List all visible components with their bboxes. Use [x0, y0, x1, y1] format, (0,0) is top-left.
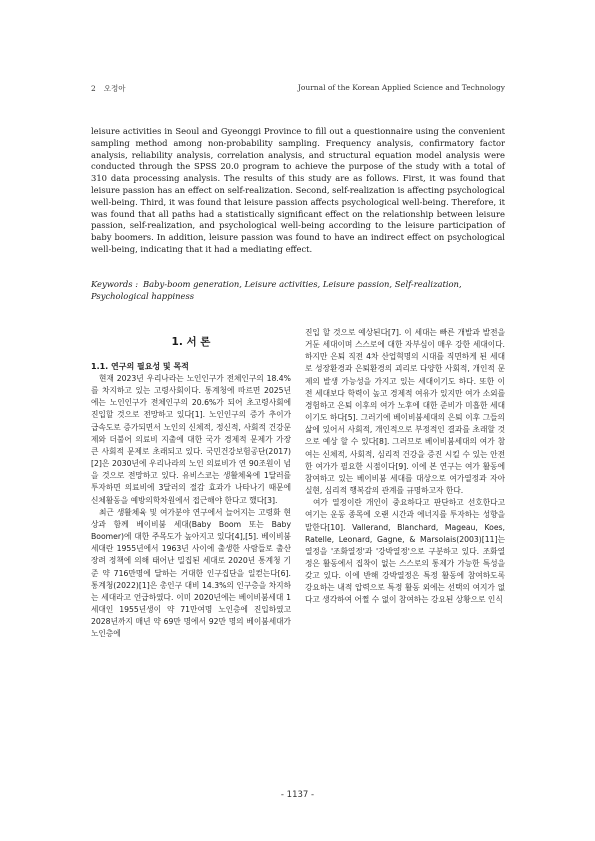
subsection-title: 1.1. 연구의 필요성 및 목적 — [91, 362, 189, 371]
header-page-number: 2 — [91, 84, 96, 93]
keywords-text: Baby-boom generation, Leisure activities, Leisure passion, Self-realization, Psychological happiness — [91, 279, 462, 301]
left-column — [91, 373, 291, 729]
keywords-label: Keywords : — [91, 279, 139, 289]
keywords — [91, 279, 505, 303]
body-paragraph: 최근 생활체육 및 여가분야 연구에서 늘어지는 고령화 현상과 함께 베이비붐 세대(Baby Boom 또는 Baby Boomer)에 대한 주목도가 높아지고 있다[4],[5]. 베이비붐세대란 1955년에서 1963년 사이에 출생한 사람들로 출산 장려 정책에 의해 태어난 밀집된 세대로 2020년 통계청 기준 약 716만명에 달하는 거대한 인구집단을 일컫는다[6]. 통계청(2022)[1]은 총인구 대비 14.3%의 인구층을 차지하는 세대라고 언급하였다. 이미 2020년에는 베이비붐세대 1세대인 1955년생이 약 71만여명 노인층에 진입하였고 2028년까지 매년 약 69만 명에서 92만 명의 베이붐세대가 노인층에 — [91, 507, 291, 639]
running-header — [91, 83, 505, 95]
header-author: 오정아 — [103, 84, 126, 93]
body-paragraph: 여가 열정이란 개인이 중요하다고 판단하고 선호한다고 여기는 운동 종목에 오랜 시간과 에너지를 투자하는 성향을 말한다[10]. Vallerand, Blanchard, Mageau, Koes, Ratelle, Leonard, Gagne, & Marsolais(2003)[11]는 열정을 '조화열정'과 '강박열정'으로 구분하고 있다. 조화열정은 활동에서 집착이 없는 스스로의 통제가 가능한 특성을 갖고 있다. 이에 반해 강박열정은 특정 활동에 참여하도록 강요하는 내적 압력으로 특정 활동 외에는 선택의 여지가 없다고 생각하여 어쩔 수 없이 참여하는 강요된 상황으로 인식 — [305, 498, 505, 605]
header-left — [91, 83, 126, 94]
section-title: 1. 서 론 — [171, 336, 211, 348]
right-column — [305, 327, 505, 730]
page-number: - 1137 - — [280, 790, 315, 800]
body-paragraph: 진입 할 것으로 예상된다[7]. 이 세대는 빠른 개발과 발전을 거둔 세대이며 스스로에 대한 자부심이 매우 강한 세대이다. 하지만 은퇴 직전 4차 산업혁명의 시대를 직면하게 된 세대로 성장환경과 은퇴환경의 괴리로 다양한 사회적, 개인적 문제의 발생 가능성을 가지고 있는 세대이기도 하다. 또한 이전 세대보다 학력이 높고 경제적 여유가 있지만 여가 소외를 경험하고 은퇴 이후의 여가 노후에 대한 준비가 미흡한 세대이기도 하다[5]. 그러기에 베이비붐세대의 은퇴 이후 그들의 삶에 있어서 사회적, 개인적으로 부정적인 결과를 초래할 것으로 예상 할 수 있다[8]. 그러므로 베이비붐세대의 여가 참여는 신체적, 사회적, 심리적 건강을 증진 시킬 수 있는 안전한 여가가 필요한 시점이다[9]. 이에 본 연구는 여가 활동에 참여하고 있는 베이비붐 세대를 대상으로 여가열정과 자아실현, 심리적 행복감의 관계를 규명하고자 한다. — [305, 328, 505, 496]
abstract-text: leisure activities in Seoul and Gyeonggi Province to fill out a questionnaire using the convenient sampling method among non-probability sampling. Frequency analysis, confirmatory factor analysis, reliability analysis, correlation analysis, and structural equation model analysis were conducted through the SPSS 20.0 program to achieve the purpose of the study with a total of 310 data processing analysis. The results of this study are as follows. First, it was found that leisure passion has an effect on self-realization. Second, self-realization is affecting psychological well-being. Third, it was found that leisure passion affects psychological well-being. Therefore, it was found that all paths had a statistically significant effect on the relationship between leisure passion, self-realization, and psychological well-being according to the leisure participation of baby boomers. In addition, leisure passion was found to have an indirect effect on psychological well-being, indicating that it had a mediating effect. — [91, 126, 505, 254]
body-paragraph: 현재 2023년 우리나라는 노인인구가 전체인구의 18.4%를 차지하고 있는 고령사회이다. 통계청에 따르면 2025년에는 노인인구가 전체인구의 20.6%가 되어 초고령사회에 진입할 것으로 전망하고 있다[1]. 노인인구의 증가 추이가 급속도로 증가되면서 노인의 신체적, 정신적, 사회적 건강문제와 더불어 의료비 지출에 대한 국가 경제적 문제가 가장 큰 사회적 문제로 초래되고 있다. 국민건강보험공단(2017)[2]은 2030년에 우리나라의 노인 의료비가 연 90조원이 넘을 것으로 전망하고 있다. 유비스코는 생활체육에 1달러를 투자하면 의료비에 3달러의 절감 효과가 나타나기 때문에 신체활동을 예방의학차원에서 접근해야 한다고 했다[3]. — [91, 374, 291, 505]
header-journal: Journal of the Korean Applied Science and Technology — [297, 83, 505, 92]
